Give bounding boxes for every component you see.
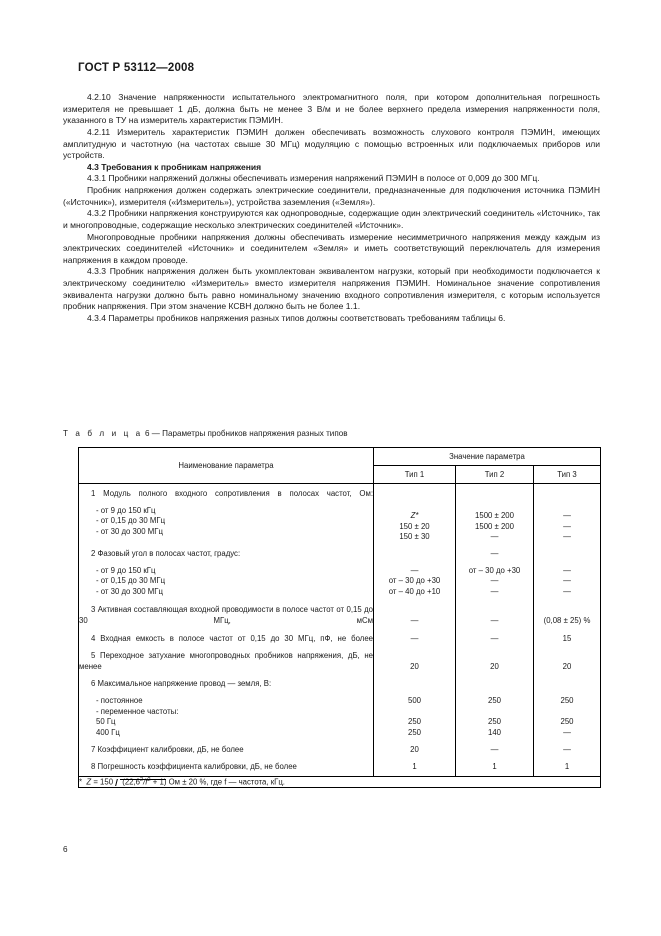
table-row (79, 738, 601, 756)
footnote-var: Z (86, 778, 92, 788)
row-2-name: 2 Фазовый угол в полосах частот, градус: - от 9 до 150 кГц - от 0,15 до 30 МГц - от 30 до 300 МГц (79, 543, 374, 597)
parameters-table (78, 447, 601, 788)
column-header-name: Наименование параметра (79, 448, 374, 484)
paragraph-4-3-3: 4.3.3 Пробник напряжения должен быть укомплектован эквивалентом нагрузки, который при необходимости подключается к электрическому соединителю «Измеритель» вместо измерителя напряжения ПЭМИН. Номинальное значение сопротивления эквивалента нагрузки должно быть равно номинальному значению входного сопротивления измерителя, с которым используется пробник напряжения. При этом значение КСВН должно быть не более 1.1. (63, 266, 600, 312)
parameters-table-wrapper (78, 447, 600, 788)
sqrt-icon (115, 777, 166, 787)
row-2-type3: — — — (534, 543, 601, 597)
row-7-type2: — (456, 738, 534, 756)
row-1-type2: 1500 ± 200 1500 ± 200 — (456, 484, 534, 543)
row-4-type2: — (456, 627, 534, 645)
footnote-sup-1: 2 (140, 777, 144, 784)
paragraph-4-3-4: 4.3.4 Параметры пробников напряжения разных типов должны соответствовать требованиям таблицы 6. (87, 312, 506, 323)
column-header-type3: Тип 3 (534, 466, 601, 484)
table-caption-prefix: Т а б л и ц а (63, 429, 143, 438)
footnote-eq: = 150 (93, 778, 114, 788)
paragraph-4-2-11: 4.2.11 Измеритель характеристик ПЭМИН должен обеспечивать возможность слухового контроля ПЭМИН, имеющих амплитудную и частотную (на частотах свыше 30 МГц) модуляцию с помощью встроенных или подключаемых приборов или устройств. (63, 126, 600, 161)
row-7-type3: — (534, 738, 601, 756)
table-row (79, 484, 601, 543)
row-3-type3: (0,08 ± 25) % (534, 597, 601, 626)
table-footnote-row (79, 777, 601, 788)
table-footnote (79, 777, 601, 788)
footnote-marker: * (79, 778, 83, 788)
row-8-name: 8 Погрешность коэффициента калибровки, дБ, не более (79, 756, 374, 777)
row-5-type2: 20 (456, 644, 534, 672)
row-2-type2: — от – 30 до +30 — — (456, 543, 534, 597)
row-3-type2: — (456, 597, 534, 626)
row-7-type1: 20 (374, 738, 456, 756)
row-8-type3: 1 (534, 756, 601, 777)
paragraph-4-3-2: 4.3.2 Пробники напряжения конструируются как однопроводные, содержащие один электрический соединитель «Источник», так и многопроводные, содержащие несколько электрических соединителей «Источник». (63, 208, 600, 230)
footnote-formula (79, 777, 285, 787)
table-row (79, 627, 601, 645)
row-4-name: 4 Входная емкость в полосе частот от 0,15 до 30 МГц, пФ, не более (79, 627, 374, 645)
column-header-type1: Тип 1 (374, 466, 456, 484)
row-3-type1: — (374, 597, 456, 626)
row-1-type1: Z* 150 ± 20 150 ± 30 (374, 484, 456, 543)
heading-4-3: 4.3 Требования к пробникам напряжения (87, 161, 262, 172)
table-row (79, 672, 601, 738)
table-row (79, 597, 601, 626)
standard-header: ГОСТ Р 53112—2008 (78, 62, 195, 74)
footnote-sup-2: 2 (147, 777, 151, 784)
row-2-type1: — от – 30 до +30 от – 40 до +10 (374, 543, 456, 597)
footnote-radicand-a: (22,6 (122, 778, 141, 788)
table-caption-text: — Параметры пробников напряжения разных типов (151, 429, 348, 438)
row-6-type1: 500 250 250 (374, 672, 456, 738)
row-6-name: 6 Максимальное напряжение провод — земля, В: - постоянное - переменное частоты: 50 Гц 400 Гц (79, 672, 374, 738)
footnote-radicand-mid: /f (143, 778, 148, 788)
row-6-type2: 250 250 140 (456, 672, 534, 738)
row-5-type1: 20 (374, 644, 456, 672)
table-caption (63, 429, 348, 438)
row-6-type3: 250 250 — (534, 672, 601, 738)
row-5-type3: 20 (534, 644, 601, 672)
row-1-type3: — — — (534, 484, 601, 543)
table-row (79, 543, 601, 597)
paragraph-probnik-soediniteli: Пробник напряжения должен содержать электрические соединители, предназначенные для подключения источника ПЭМИН («Источник»), измерителя («Измеритель»), устройства заземления («Земля»). (63, 185, 600, 207)
column-header-group: Значение параметра (374, 448, 601, 466)
table-header-row-group (79, 448, 601, 466)
row-5-name: 5 Переходное затухание многопроводных пробников напряжения, дБ, не менее (79, 644, 374, 672)
row-4-type1: — (374, 627, 456, 645)
row-8-type2: 1 (456, 756, 534, 777)
row-4-type3: 15 (534, 627, 601, 645)
page-number: 6 (63, 845, 68, 854)
paragraph-mnogoprovodnye: Многопроводные пробники напряжения должны обеспечивать измерение несимметричного напряжения между каждым из электрических соединителей «Источник» и соединителем «Земля» и иметь соответствующий переключатель для измерения напряжения в каждом проводе. (63, 231, 600, 265)
footnote-radicand-b: + 1) (150, 778, 167, 788)
column-header-type2: Тип 2 (456, 466, 534, 484)
table-head (79, 448, 601, 484)
row-7-name: 7 Коэффициент калибровки, дБ, не более (79, 738, 374, 756)
paragraph-4-3-1: 4.3.1 Пробники напряжений должны обеспечивать измерения напряжений ПЭМИН в полосе от 0,009 до 300 МГц. (87, 173, 540, 184)
row-1-name: 1 Модуль полного входного сопротивления в полосах частот, Ом: - от 9 до 150 кГц - от 0,15 до 30 МГц - от 30 до 300 МГц (79, 484, 374, 543)
footnote-tail: Ом ± 20 %, где f — частота, кГц. (168, 778, 285, 788)
table-caption-number: 6 (145, 429, 150, 438)
table-body (79, 484, 601, 788)
table-row (79, 756, 601, 777)
row-3-name: 3 Активная составляющая входной проводимости в полосе частот от 0,15 до 30 МГц, мСм (79, 597, 374, 626)
table-row (79, 644, 601, 672)
row-8-type1: 1 (374, 756, 456, 777)
body-text-block (63, 92, 600, 325)
paragraph-4-2-10: 4.2.10 Значение напряженности испытательного электромагнитного поля, при котором дополнительная погрешность измерителя не превышает 1 дБ, должна быть не менее 3 В/м и не более верхнего предела измерения напряженности поля, указанного в ТУ на измеритель характеристик ПЭМИН. (63, 92, 600, 126)
